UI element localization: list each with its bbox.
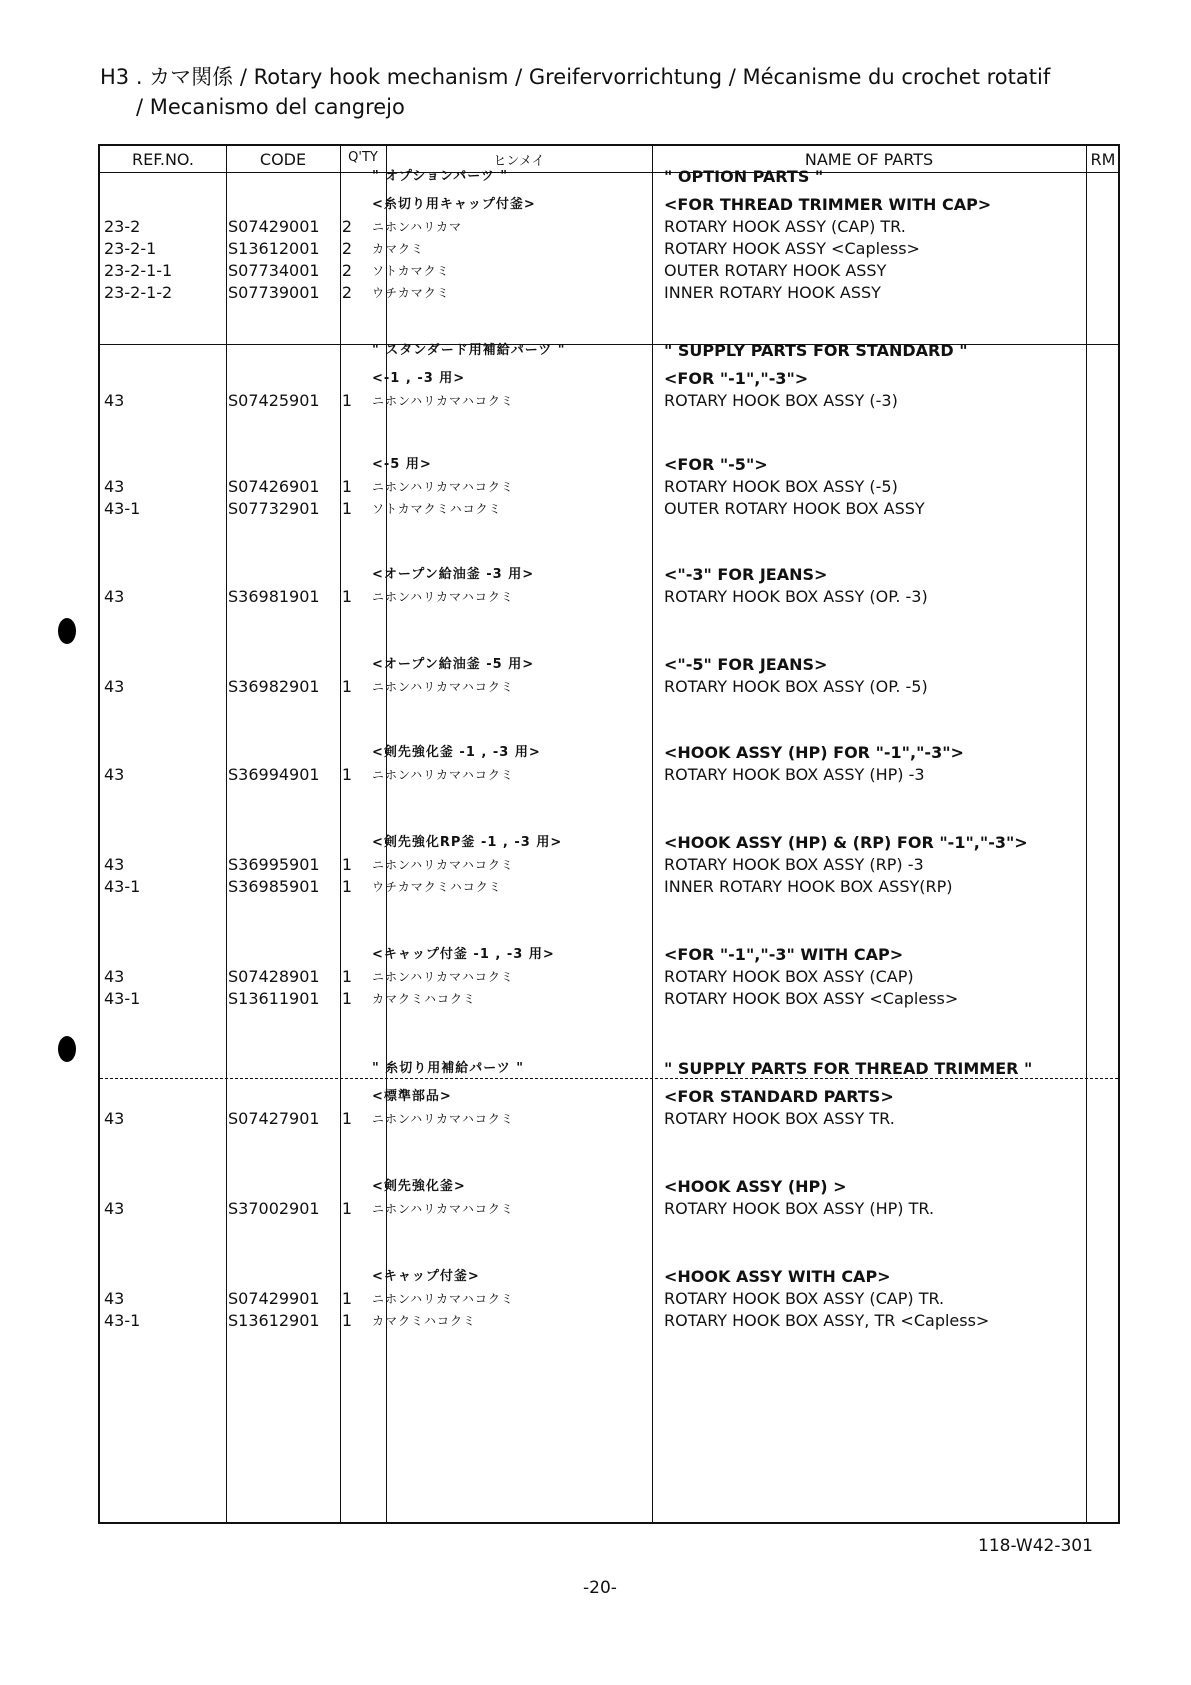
part-name-cell: ROTARY HOOK BOX ASSY (OP. -5): [664, 677, 928, 696]
part-name-cell: <HOOK ASSY (HP) >: [664, 1177, 847, 1196]
code-cell: S07428901: [228, 967, 320, 986]
part-name-cell: <FOR "-5">: [664, 455, 768, 474]
qty-cell: 2: [341, 283, 352, 302]
kana-name-cell: <キャップ付釜 -1 , -3 用>: [372, 947, 555, 962]
qty-cell: 2: [341, 239, 352, 258]
part-name-cell: ROTARY HOOK ASSY (CAP) TR.: [664, 217, 906, 236]
part-name-cell: ROTARY HOOK BOX ASSY (-5): [664, 477, 898, 496]
kana-name-cell: " 糸切り用補給パーツ ": [372, 1061, 525, 1076]
table-row: [100, 676, 1118, 698]
header-code: CODE: [259, 150, 307, 169]
part-name-cell: INNER ROTARY HOOK BOX ASSY(RP): [664, 877, 953, 896]
section-heading-row: [100, 1266, 1118, 1288]
qty-cell: 1: [341, 587, 352, 606]
section-heading-row: [100, 1086, 1118, 1108]
kana-name-cell: ニホンハリカマハコクミ: [372, 394, 514, 408]
section-heading-row: [100, 1176, 1118, 1198]
part-name-cell: ROTARY HOOK BOX ASSY <Capless>: [664, 989, 959, 1008]
section-heading-row: [100, 454, 1118, 476]
part-name-cell: ROTARY HOOK BOX ASSY (CAP) TR.: [664, 1289, 945, 1308]
qty-cell: 1: [341, 1311, 352, 1330]
qty-cell: 1: [341, 477, 352, 496]
code-cell: S36995901: [228, 855, 320, 874]
parts-table: [98, 144, 1120, 1524]
table-row: [100, 1198, 1118, 1220]
part-name-cell: <HOOK ASSY (HP) FOR "-1","-3">: [664, 743, 964, 762]
qty-cell: 1: [341, 855, 352, 874]
binding-hole-mark: [58, 618, 76, 644]
ref-no-cell: 43: [104, 1199, 125, 1218]
table-row: [100, 282, 1118, 304]
table-row: [100, 854, 1118, 876]
kana-name-cell: " スタンダード用補給パーツ ": [372, 343, 566, 358]
ref-no-cell: 43: [104, 765, 125, 784]
title-line-2: / Mecanismo del cangrejo: [136, 95, 405, 119]
qty-cell: 1: [341, 765, 352, 784]
table-row: [100, 1310, 1118, 1332]
part-name-cell: <HOOK ASSY WITH CAP>: [664, 1267, 891, 1286]
kana-name-cell: <標準部品>: [372, 1089, 452, 1104]
code-cell: S07732901: [228, 499, 320, 518]
binding-hole-mark: [58, 1036, 76, 1062]
part-name-cell: OUTER ROTARY HOOK ASSY: [664, 261, 887, 280]
header-qty: Q'TY: [348, 150, 378, 165]
code-cell: S13612901: [228, 1311, 320, 1330]
section-heading-row: [100, 742, 1118, 764]
kana-name-cell: ニホンハリカマハコクミ: [372, 680, 514, 694]
section-heading-row: [100, 832, 1118, 854]
ref-no-cell: 43: [104, 391, 125, 410]
code-cell: S36981901: [228, 587, 320, 606]
part-name-cell: ROTARY HOOK BOX ASSY (HP) TR.: [664, 1199, 935, 1218]
part-name-cell: ROTARY HOOK BOX ASSY TR.: [664, 1109, 895, 1128]
code-cell: S07429001: [228, 217, 320, 236]
header-rm: RM: [1090, 150, 1116, 169]
kana-name-cell: <-5 用>: [372, 457, 432, 472]
section-heading-row: [100, 564, 1118, 586]
table-row: [100, 988, 1118, 1010]
part-name-cell: ROTARY HOOK BOX ASSY (-3): [664, 391, 898, 410]
part-name-cell: " OPTION PARTS ": [664, 167, 824, 186]
kana-name-cell: <糸切り用キャップ付釜>: [372, 197, 536, 212]
qty-cell: 1: [341, 499, 352, 518]
qty-cell: 2: [341, 261, 352, 280]
ref-no-cell: 43: [104, 967, 125, 986]
table-row: [100, 390, 1118, 412]
code-cell: S07734001: [228, 261, 320, 280]
kana-name-cell: カマクミハコクミ: [372, 992, 477, 1006]
table-row: [100, 238, 1118, 260]
table-row: [100, 498, 1118, 520]
ref-no-cell: 23-2: [104, 217, 141, 236]
part-name-cell: ROTARY HOOK BOX ASSY (RP) -3: [664, 855, 924, 874]
part-name-cell: ROTARY HOOK BOX ASSY, TR <Capless>: [664, 1311, 990, 1330]
kana-name-cell: ニホンハリカマハコクミ: [372, 970, 514, 984]
kana-name-cell: ニホンハリカマハコクミ: [372, 590, 514, 604]
part-name-cell: ROTARY HOOK BOX ASSY (OP. -3): [664, 587, 928, 606]
kana-name-cell: <キャップ付釜>: [372, 1269, 480, 1284]
table-row: [100, 216, 1118, 238]
code-cell: S07426901: [228, 477, 320, 496]
qty-cell: 2: [341, 217, 352, 236]
code-cell: S07425901: [228, 391, 320, 410]
section-heading-row: [100, 166, 1118, 188]
ref-no-cell: 43-1: [104, 499, 141, 518]
kana-name-cell: ソトカマクミ: [372, 264, 450, 278]
ref-no-cell: 23-2-1-1: [104, 261, 173, 280]
code-cell: S36982901: [228, 677, 320, 696]
ref-no-cell: 43: [104, 1289, 125, 1308]
kana-name-cell: <-1 , -3 用>: [372, 371, 466, 386]
kana-name-cell: ニホンハリカマハコクミ: [372, 1112, 514, 1126]
qty-cell: 1: [341, 391, 352, 410]
header-kana: ヒンメイ: [493, 154, 545, 169]
qty-cell: 1: [341, 1289, 352, 1308]
header-ref-no: REF.NO.: [132, 150, 194, 169]
qty-cell: 1: [341, 877, 352, 896]
kana-name-cell: カマクミハコクミ: [372, 1314, 477, 1328]
page-number: -20-: [583, 1578, 617, 1598]
ref-no-cell: 43: [104, 587, 125, 606]
kana-name-cell: ウチカマクミ: [372, 286, 450, 300]
kana-name-cell: ウチカマクミハコクミ: [372, 880, 502, 894]
table-row: [100, 586, 1118, 608]
ref-no-cell: 43-1: [104, 1311, 141, 1330]
header-name: NAME OF PARTS: [804, 150, 934, 169]
code-cell: S07429901: [228, 1289, 320, 1308]
part-name-cell: OUTER ROTARY HOOK BOX ASSY: [664, 499, 925, 518]
ref-no-cell: 23-2-1-2: [104, 283, 173, 302]
part-name-cell: " SUPPLY PARTS FOR THREAD TRIMMER ": [664, 1059, 1033, 1078]
kana-name-cell: ニホンハリカマハコクミ: [372, 768, 514, 782]
code-cell: S07739001: [228, 283, 320, 302]
part-name-cell: <FOR "-1","-3">: [664, 369, 809, 388]
kana-name-cell: ニホンハリカマハコクミ: [372, 1202, 514, 1216]
table-row: [100, 1288, 1118, 1310]
kana-name-cell: ニホンハリカマハコクミ: [372, 480, 514, 494]
qty-cell: 1: [341, 1199, 352, 1218]
kana-name-cell: ニホンハリカマハコクミ: [372, 858, 514, 872]
code-cell: S36985901: [228, 877, 320, 896]
table-row: [100, 966, 1118, 988]
section-heading-row: [100, 654, 1118, 676]
section-heading-row: [100, 1058, 1118, 1080]
part-name-cell: ROTARY HOOK ASSY <Capless>: [664, 239, 920, 258]
kana-name-cell: <オープン給油釜 -5 用>: [372, 657, 535, 672]
part-name-cell: <"-3" FOR JEANS>: [664, 565, 828, 584]
section-heading-row: [100, 340, 1118, 362]
kana-name-cell: " オプションパーツ ": [372, 169, 508, 184]
table-row: [100, 876, 1118, 898]
part-name-cell: ROTARY HOOK BOX ASSY (HP) -3: [664, 765, 925, 784]
kana-name-cell: <剣先強化釜>: [372, 1179, 466, 1194]
part-name-cell: <FOR STANDARD PARTS>: [664, 1087, 894, 1106]
document-code: 118-W42-301: [978, 1536, 1093, 1556]
ref-no-cell: 43: [104, 477, 125, 496]
title-line-1: H3 . カマ関係 / Rotary hook mechanism / Greifervorrichtung / Mécanisme du crochet rotatif: [100, 65, 1051, 89]
code-cell: S13612001: [228, 239, 320, 258]
part-name-cell: ROTARY HOOK BOX ASSY (CAP): [664, 967, 914, 986]
kana-name-cell: ニホンハリカマ: [372, 220, 463, 234]
section-heading-row: [100, 194, 1118, 216]
section-heading-row: [100, 368, 1118, 390]
ref-no-cell: 43: [104, 855, 125, 874]
code-cell: S36994901: [228, 765, 320, 784]
ref-no-cell: 23-2-1: [104, 239, 157, 258]
kana-name-cell: カマクミ: [372, 242, 425, 256]
table-row: [100, 764, 1118, 786]
ref-no-cell: 43-1: [104, 989, 141, 1008]
ref-no-cell: 43: [104, 677, 125, 696]
qty-cell: 1: [341, 1109, 352, 1128]
code-cell: S37002901: [228, 1199, 320, 1218]
ref-no-cell: 43-1: [104, 877, 141, 896]
part-name-cell: INNER ROTARY HOOK ASSY: [664, 283, 881, 302]
part-name-cell: <HOOK ASSY (HP) & (RP) FOR "-1","-3">: [664, 833, 1028, 852]
part-name-cell: <FOR "-1","-3" WITH CAP>: [664, 945, 904, 964]
code-cell: S07427901: [228, 1109, 320, 1128]
table-row: [100, 1108, 1118, 1130]
part-name-cell: <"-5" FOR JEANS>: [664, 655, 828, 674]
kana-name-cell: <剣先強化RP釜 -1 , -3 用>: [372, 835, 563, 850]
qty-cell: 1: [341, 989, 352, 1008]
part-name-cell: <FOR THREAD TRIMMER WITH CAP>: [664, 195, 992, 214]
section-heading-row: [100, 944, 1118, 966]
qty-cell: 1: [341, 967, 352, 986]
kana-name-cell: <剣先強化釜 -1 , -3 用>: [372, 745, 541, 760]
kana-name-cell: ニホンハリカマハコクミ: [372, 1292, 514, 1306]
table-row: [100, 260, 1118, 282]
ref-no-cell: 43: [104, 1109, 125, 1128]
kana-name-cell: <オープン給油釜 -3 用>: [372, 567, 535, 582]
page-title: [100, 62, 1050, 122]
qty-cell: 1: [341, 677, 352, 696]
table-row: [100, 476, 1118, 498]
kana-name-cell: ソトカマクミハコクミ: [372, 502, 502, 516]
part-name-cell: " SUPPLY PARTS FOR STANDARD ": [664, 341, 968, 360]
code-cell: S13611901: [228, 989, 320, 1008]
